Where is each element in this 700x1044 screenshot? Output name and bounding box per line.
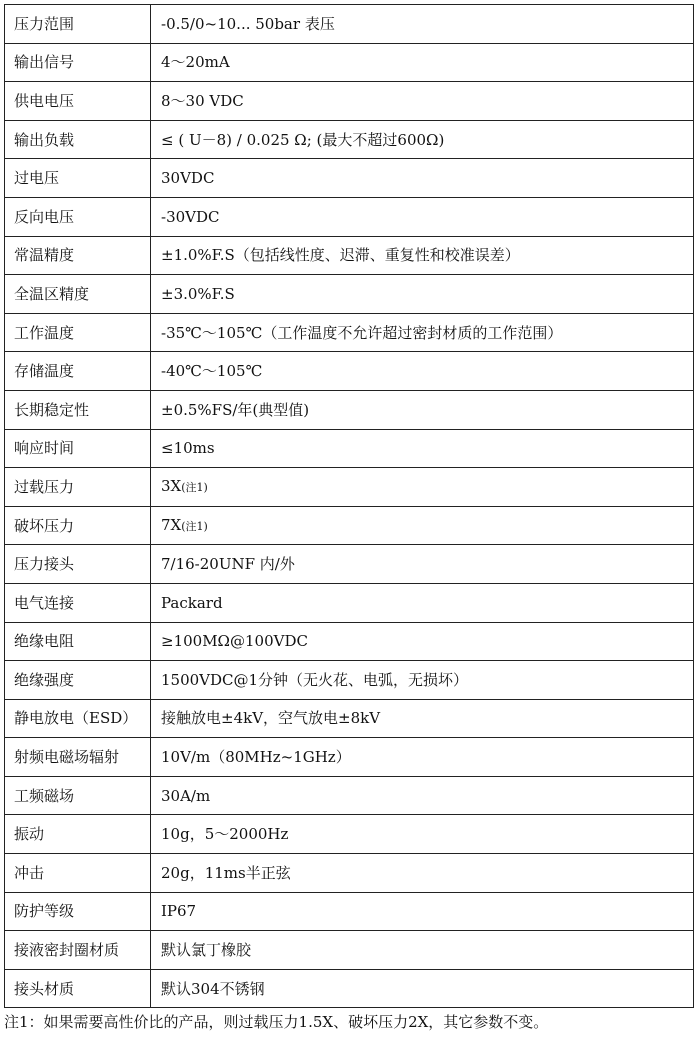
spec-value-cell [151,931,694,970]
spec-table [4,4,694,1008]
spec-row [5,82,694,121]
spec-row [5,738,694,777]
spec-value-cell [151,275,694,314]
spec-row [5,931,694,970]
spec-row [5,969,694,1008]
spec-value-cell [151,197,694,236]
spec-label: 破坏压力 [5,506,151,545]
spec-label: 输出信号 [5,43,151,82]
spec-label: 供电电压 [5,82,151,121]
spec-value-cell [151,313,694,352]
spec-value: -35℃～105℃（工作温度不允许超过密封材质的工作范围） [161,323,563,342]
spec-value: -30VDC [161,207,220,226]
spec-label: 常温精度 [5,236,151,275]
spec-value-cell [151,390,694,429]
spec-value: 默认氯丁橡胶 [161,941,252,960]
spec-value-cell [151,583,694,622]
spec-value-cell [151,969,694,1008]
spec-label: 接头材质 [5,969,151,1008]
spec-row [5,5,694,44]
spec-row [5,236,694,275]
spec-row [5,429,694,468]
spec-value: 20g，11ms半正弦 [161,863,291,882]
spec-value-cell [151,815,694,854]
spec-label: 长期稳定性 [5,390,151,429]
spec-label: 响应时间 [5,429,151,468]
spec-value-cell [151,622,694,661]
spec-value-cell [151,43,694,82]
spec-row [5,352,694,391]
spec-value-cell [151,776,694,815]
spec-label: 射频电磁场辐射 [5,738,151,777]
spec-row [5,197,694,236]
spec-row [5,159,694,198]
spec-value: ±0.5%FS/年(典型值) [161,400,310,419]
spec-label: 接液密封圈材质 [5,931,151,970]
spec-value: IP67 [161,902,197,921]
spec-label: 过载压力 [5,468,151,507]
spec-value: 4～20mA [161,53,230,72]
spec-label: 全温区精度 [5,275,151,314]
spec-value: ≤10ms [161,439,215,458]
spec-row [5,120,694,159]
spec-label: 压力范围 [5,5,151,44]
spec-row [5,583,694,622]
spec-value-cell [151,352,694,391]
spec-value-cell [151,738,694,777]
spec-label: 输出负载 [5,120,151,159]
spec-value-cell [151,854,694,893]
spec-value: 10V/m（80MHz~1GHz） [161,748,351,767]
spec-value-cell [151,699,694,738]
spec-value: 7/16-20UNF 内/外 [161,555,295,574]
spec-value: 7X [161,515,182,534]
spec-label: 电气连接 [5,583,151,622]
spec-row [5,390,694,429]
spec-value-cell [151,545,694,584]
spec-row [5,815,694,854]
spec-row [5,43,694,82]
spec-value: 8～30 VDC [161,91,244,110]
spec-value-cell [151,82,694,121]
spec-value: ≤ ( U－8) / 0.025 Ω; (最大不超过600Ω) [161,130,445,149]
spec-value: -0.5/0~10... 50bar 表压 [161,14,335,33]
spec-label: 绝缘强度 [5,661,151,700]
spec-value-cell [151,120,694,159]
spec-row [5,506,694,545]
spec-label: 冲击 [5,854,151,893]
spec-value: 默认304不锈钢 [161,979,265,998]
spec-value: Packard [161,593,223,612]
spec-label: 压力接头 [5,545,151,584]
spec-value: 接触放电±4kV，空气放电±8kV [161,709,381,728]
spec-value-cell [151,661,694,700]
spec-value: 3X [161,476,182,495]
spec-label: 存储温度 [5,352,151,391]
spec-label: 工频磁场 [5,776,151,815]
spec-row [5,854,694,893]
spec-value: ≥100MΩ@100VDC [161,632,308,651]
spec-label: 防护等级 [5,892,151,931]
spec-value-cell [151,236,694,275]
spec-label: 反向电压 [5,197,151,236]
spec-label: 振动 [5,815,151,854]
spec-value-cell [151,468,694,507]
spec-value-cell [151,5,694,44]
spec-value-cell [151,892,694,931]
spec-label: 静电放电（ESD） [5,699,151,738]
spec-row [5,275,694,314]
spec-value: 1500VDC@1分钟（无火花、电弧，无损坏） [161,670,469,689]
spec-label: 绝缘电阻 [5,622,151,661]
spec-value: 30A/m [161,786,211,805]
spec-row [5,622,694,661]
spec-value: 10g，5～2000Hz [161,825,289,844]
spec-row [5,892,694,931]
spec-value: -40℃～105℃ [161,362,263,381]
spec-value: ±1.0%F.S（包括线性度、迟滞、重复性和校准误差） [161,246,520,265]
spec-label: 过电压 [5,159,151,198]
spec-value-cell [151,429,694,468]
footnote-reference: (注1) [181,519,208,533]
footnote-reference: (注1) [181,480,208,494]
spec-table-body [5,5,694,1008]
spec-value-cell [151,506,694,545]
spec-row [5,468,694,507]
spec-label: 工作温度 [5,313,151,352]
spec-row [5,545,694,584]
spec-value: ±3.0%F.S [161,284,235,303]
spec-value-cell [151,159,694,198]
spec-row [5,776,694,815]
spec-row [5,313,694,352]
spec-value: 30VDC [161,169,215,188]
spec-row [5,661,694,700]
footnote: 注1：如果需要高性价比的产品，则过载压力1.5X、破坏压力2X，其它参数不变。 [4,1013,549,1031]
spec-row [5,699,694,738]
